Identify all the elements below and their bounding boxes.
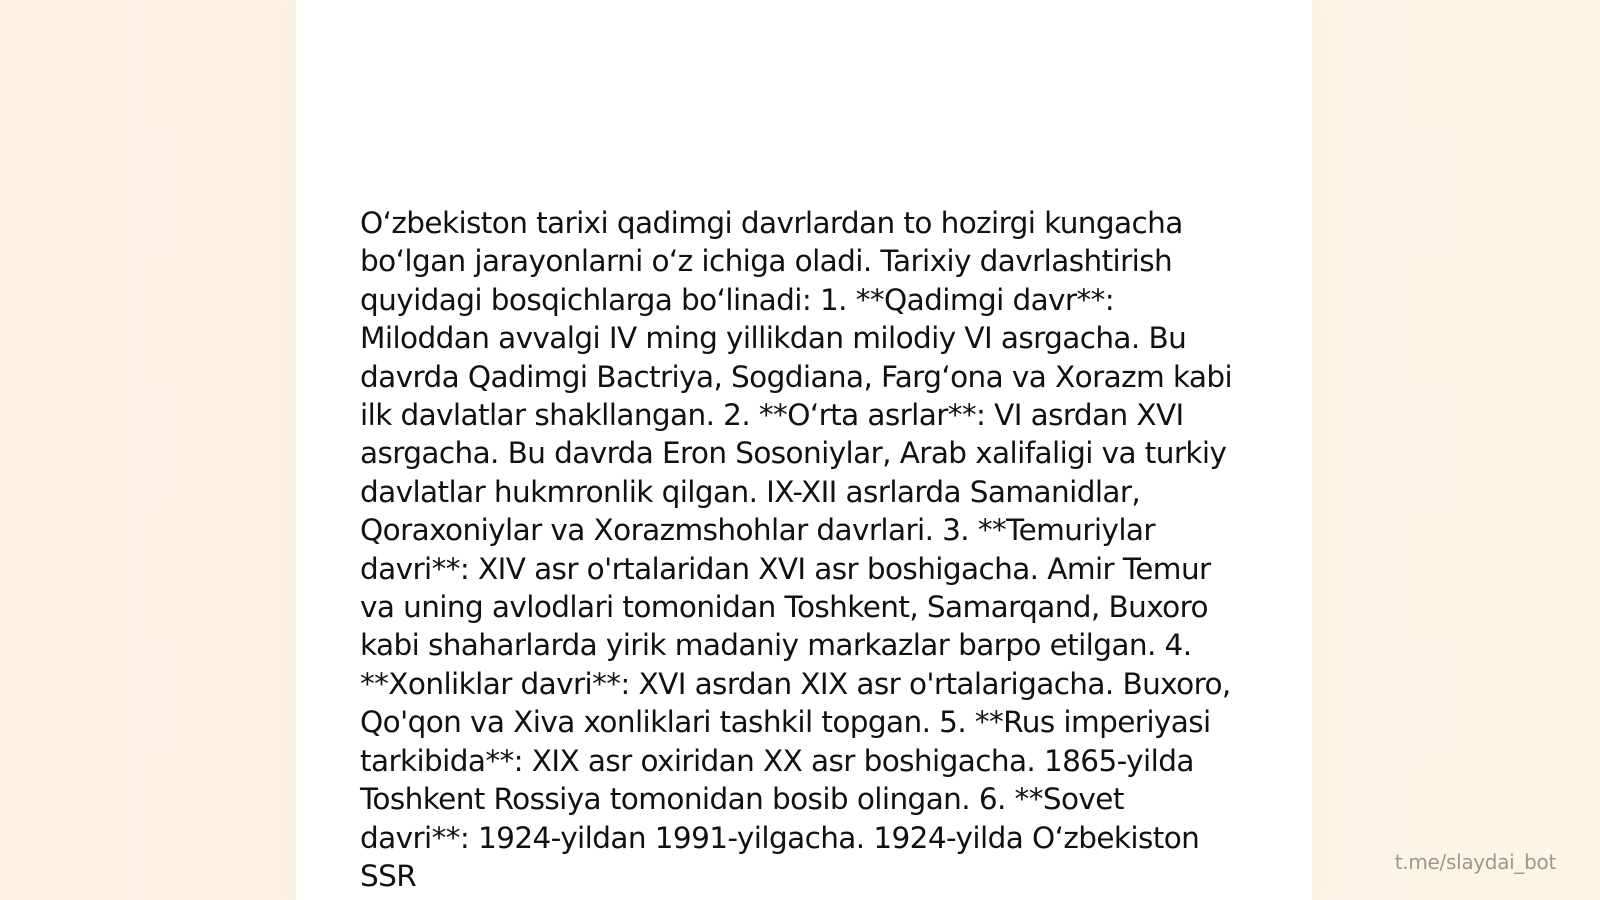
watermark: t.me/slaydai_bot: [1394, 850, 1556, 874]
slide-body-text: O‘zbekiston tarixi qadimgi davrlardan to hozirgi kungacha bo‘lgan jarayonlarni o‘z ichiga oladi. Tarixiy davrlashtirish quyidagi bosqichlarga bo‘linadi: 1. **Qadimgi davr**: Miloddan avvalgi IV ming yillikdan milodiy VI asrgacha. Bu davrda Qadimgi Bactriya, Sogdiana, Farg‘ona va Xorazm kabi ilk davlatlar shakllangan. 2. **O‘rta asrlar**: VI asrdan XVI asrgacha. Bu davrda Eron Sosoniylar, Arab xalifaligi va turkiy davlatlar hukmronlik qilgan. IX-XII asrlarda Samanidlar, Qoraxoniylar va Xorazmshohlar davrlari. 3. **Temuriylar davri**: XIV asr o'rtalaridan XVI asr boshigacha. Amir Temur va uning avlodlari tomonidan Toshkent, Samarqand, Buxoro kabi shaharlarda yirik madaniy markazlar barpo etilgan. 4. **Xonliklar davri**: XVI asrdan XIX asr o'rtalarigacha. Buxoro, Qo'qon va Xiva xonliklari tashkil topgan. 5. **Rus imperiyasi tarkibida**: XIX asr oxiridan XX asr boshigacha. 1865-yilda Toshkent Rossiya tomonidan bosib olingan. 6. **Sovet davri**: 1924-yildan 1991-yilgacha. 1924-yilda O‘zbekiston SSR: [360, 206, 1233, 893]
